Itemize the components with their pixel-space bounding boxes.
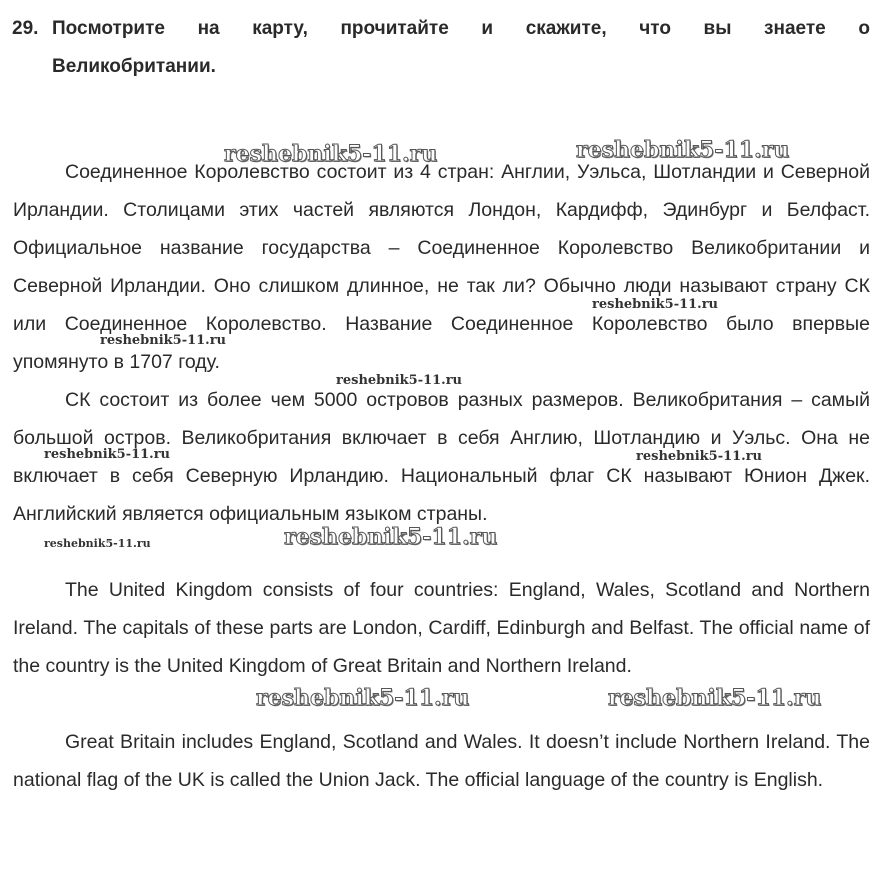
task-word: о <box>858 18 870 39</box>
task-heading-line2: Великобритании. <box>52 56 216 77</box>
task-word: знаете <box>764 18 826 39</box>
watermark: reshebnik5-11.ru <box>44 537 151 550</box>
task-word: на <box>197 18 220 39</box>
task-heading-line1 <box>12 10 870 48</box>
watermark: reshebnik5-11.ru <box>636 449 763 464</box>
task-heading <box>12 10 870 86</box>
task-word: что <box>639 18 671 39</box>
english-paragraph-1: The United Kingdom consists of four countries: England, Wales, Scotland and Northern Ireland. The capitals of these parts are London, Cardiff, Edinburgh and Belfast. The official name of the country is the United Kingdom of Great Britain and Northern Ireland. <box>13 579 870 677</box>
task-word: карту, <box>252 18 308 39</box>
task-word: и <box>481 18 494 39</box>
watermark: reshebnik5-11.ru <box>608 685 822 711</box>
watermark: reshebnik5-11.ru <box>336 373 463 388</box>
watermark: reshebnik5-11.ru <box>224 141 438 167</box>
watermark: reshebnik5-11.ru <box>592 297 719 312</box>
task-number: 29. <box>12 18 39 39</box>
watermark: reshebnik5-11.ru <box>284 524 498 550</box>
task-word: скажите, <box>525 18 607 39</box>
task-word: Посмотрите <box>52 18 165 39</box>
english-paragraph-2: Great Britain includes England, Scotland and Wales. It doesn’t include Northern Ireland. The national flag of the UK is called the Union Jack. The official language of the country is English. <box>13 731 870 791</box>
task-word: прочитайте <box>340 18 449 39</box>
russian-paragraph-1: Соединенное Королевство состоит из 4 стран: Англии, Уэльса, Шотландии и Северной Ирландии. Столицами этих частей являются Лондон, Кардифф, Эдинбург и Белфаст. Официальное название государства – Соединенное Королевство Великобритании и Северной Ирландии. Оно слишком длинное, не так ли? Обычно люди называют страну СК или Соединенное Королевство. Название Соединенное Королевство было впервые упомянуто в 1707 году. <box>13 161 870 373</box>
task-word: вы <box>703 18 732 39</box>
task-heading-words <box>52 10 870 48</box>
russian-paragraph-2: СК состоит из более чем 5000 островов разных размеров. Великобритания – самый большой остров. Великобритания включает в себя Англию, Шотландию и Уэльс. Она не включает в себя Северную Ирландию. Национальный флаг СК называют Юнион Джек. Английский является официальным языком страны. <box>13 389 870 525</box>
watermark: reshebnik5-11.ru <box>44 447 171 462</box>
watermark: reshebnik5-11.ru <box>100 333 227 348</box>
watermark: reshebnik5-11.ru <box>256 685 470 711</box>
watermark: reshebnik5-11.ru <box>576 137 790 163</box>
